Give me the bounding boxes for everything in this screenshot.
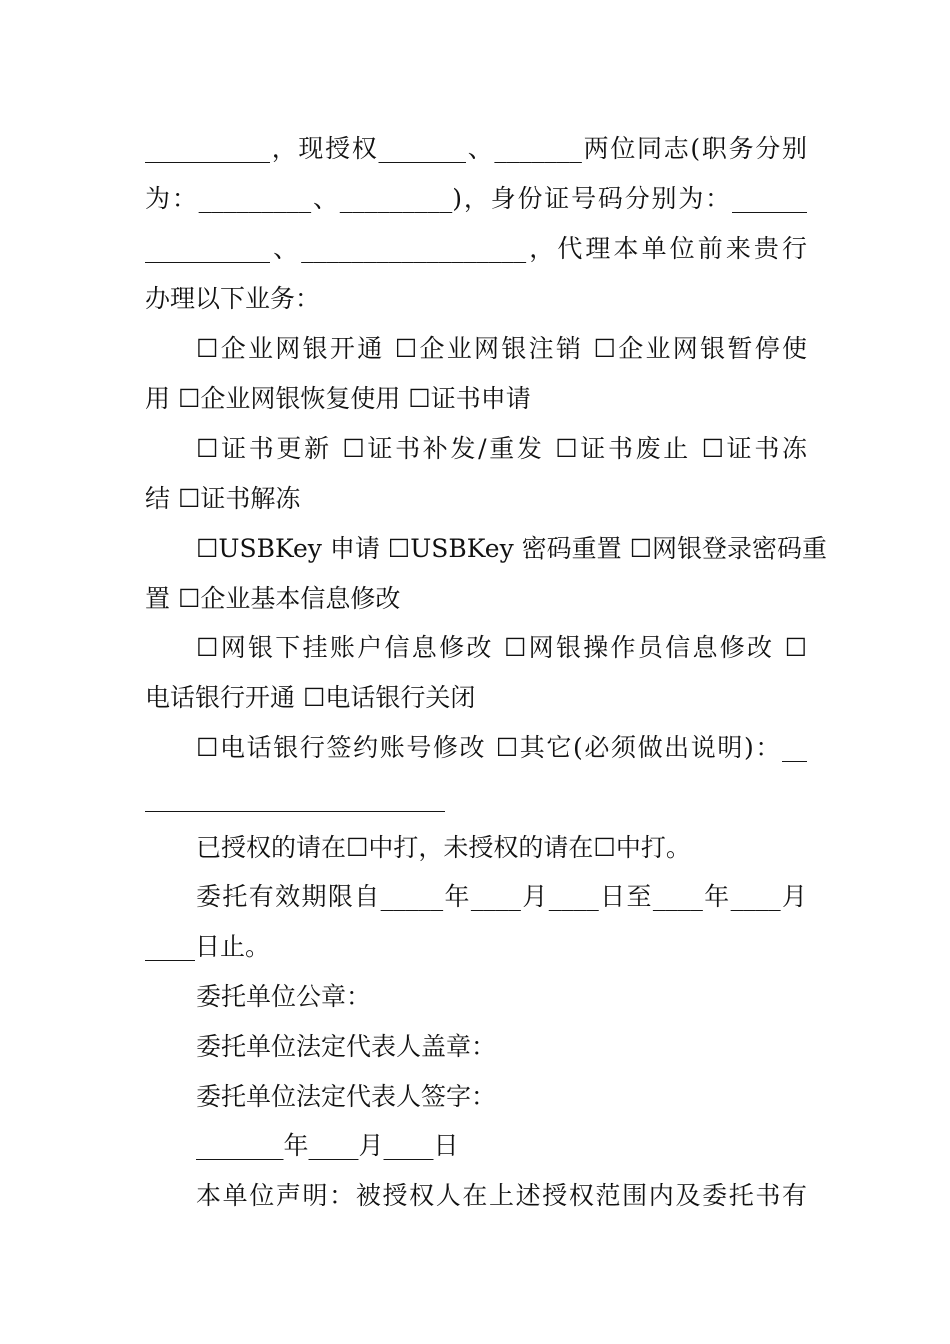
paragraph-line: __________，现授权_______、_______两位同志(职务分别 xyxy=(145,134,807,163)
date-line: _______年____月____日 xyxy=(196,1131,459,1160)
checkbox-option-line: 电话银行开通 ☐电话银行关闭 xyxy=(145,683,476,712)
validity-period-line: ____日止。 xyxy=(145,932,271,961)
instruction-line: 已授权的请在☐中打，未授权的请在☐中打。 xyxy=(196,833,691,862)
checkbox-option-line: 置 ☐企业基本信息修改 xyxy=(145,584,401,613)
legal-rep-signature-label: 委托单位法定代表人签字： xyxy=(196,1082,497,1111)
legal-rep-seal-label: 委托单位法定代表人盖章： xyxy=(196,1032,497,1061)
checkbox-option-line: ☐证书更新 ☐证书补发/重发 ☐证书废止 ☐证书冻 xyxy=(196,434,807,463)
declaration-line: 本单位声明：被授权人在上述授权范围内及委托书有 xyxy=(196,1181,807,1210)
paragraph-line: __________、__________________，代理本单位前来贵行 xyxy=(145,234,807,263)
paragraph-line: 为：_________、_________)，身份证号码分别为：______ xyxy=(145,184,807,213)
blank-line: ________________________ xyxy=(145,783,445,812)
checkbox-option-line: ☐USBKey 申请 ☐USBKey 密码重置 ☐网银登录密码重 xyxy=(196,534,828,563)
validity-period-line: 委托有效期限自_____年____月____日至____年____月 xyxy=(196,882,807,911)
checkbox-option-line: ☐电话银行签约账号修改 ☐其它(必须做出说明)：__ xyxy=(196,733,807,762)
checkbox-option-line: 结 ☐证书解冻 xyxy=(145,484,301,513)
checkbox-option-line: ☐企业网银开通 ☐企业网银注销 ☐企业网银暂停使 xyxy=(196,334,807,363)
checkbox-option-line: 用 ☐企业网银恢复使用 ☐证书申请 xyxy=(145,384,531,413)
paragraph-line: 办理以下业务： xyxy=(145,284,321,313)
company-seal-label: 委托单位公章： xyxy=(196,982,372,1011)
checkbox-option-line: ☐网银下挂账户信息修改 ☐网银操作员信息修改 ☐ xyxy=(196,633,807,662)
